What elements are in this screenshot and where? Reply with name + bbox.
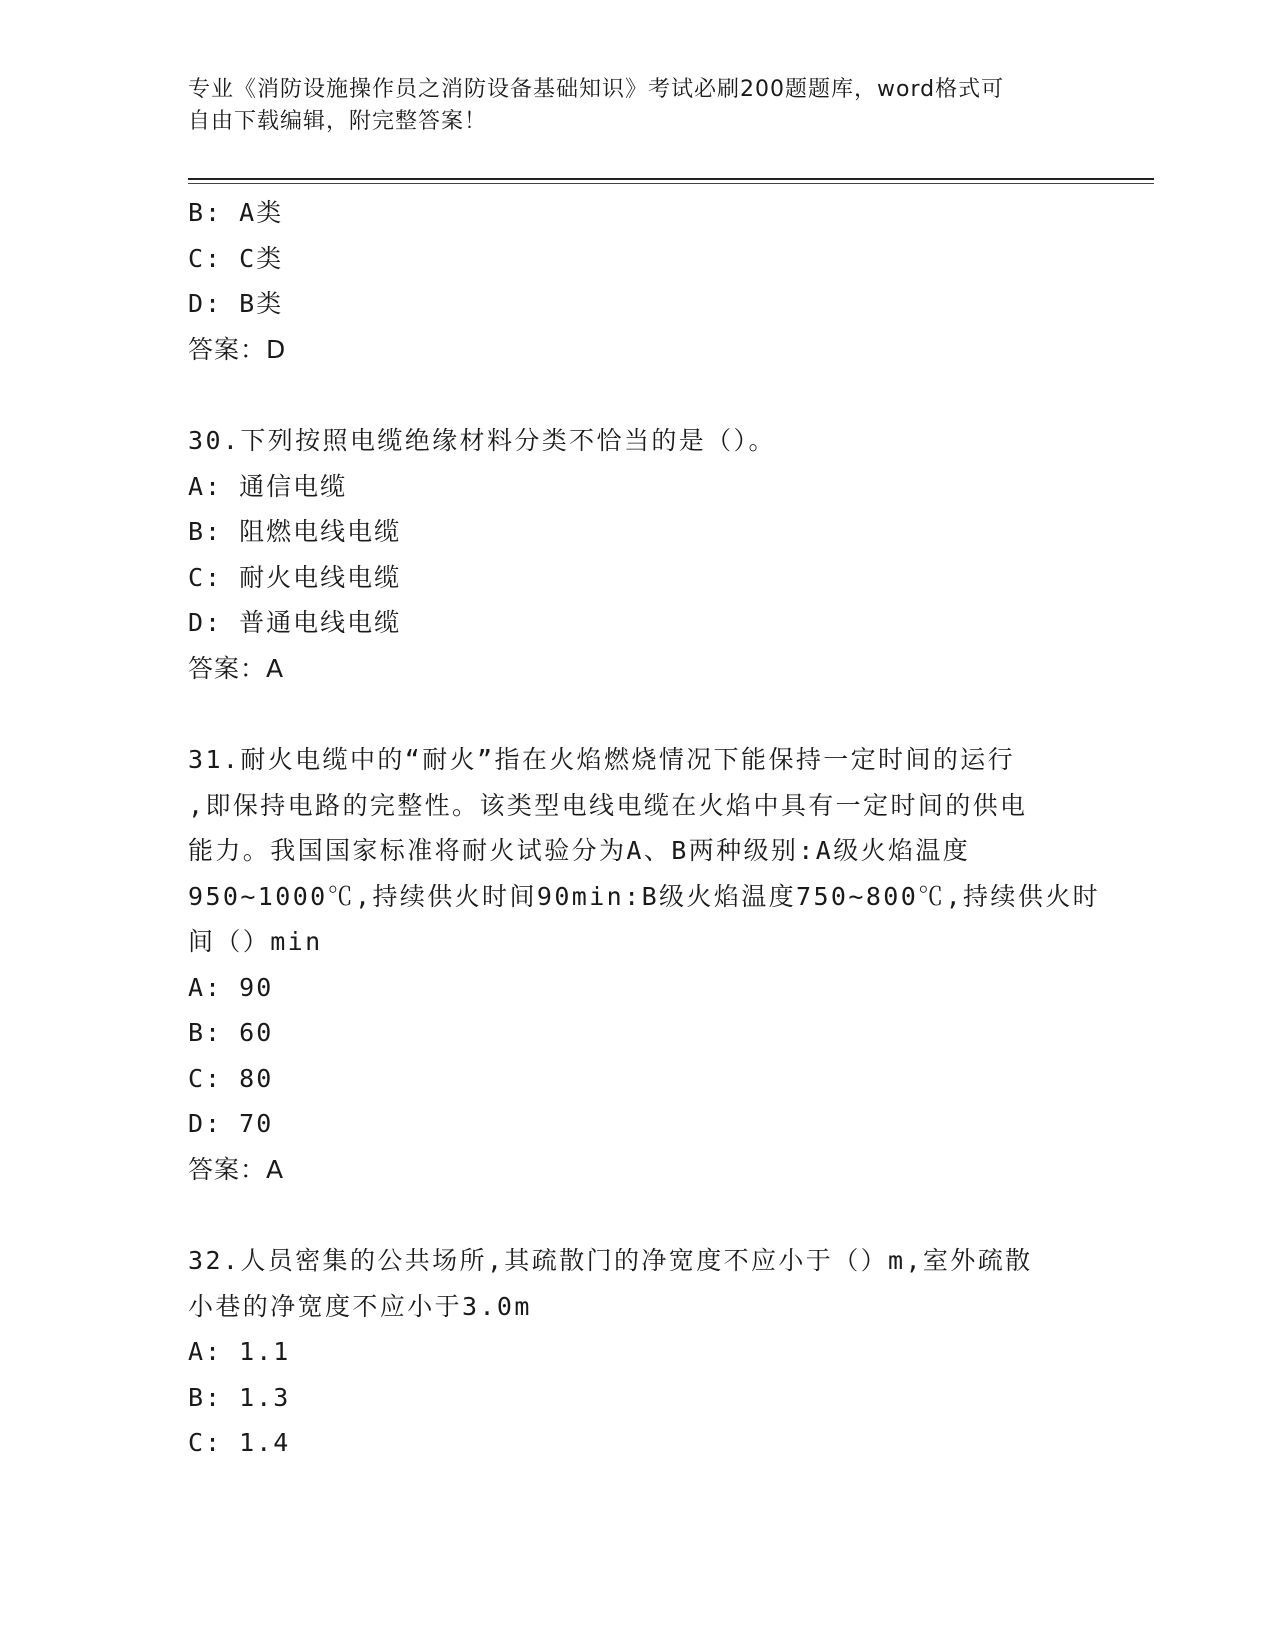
question-text: 30.下列按照电缆绝缘材料分类不恰当的是（）。 (188, 426, 776, 455)
option-a: A: 通信电缆 (188, 471, 348, 501)
header-rule-thin (188, 183, 1154, 184)
option-b: B: 1.3 (188, 1382, 291, 1412)
option-d: D: 普通电线电缆 (188, 608, 402, 637)
option-b: B: 阻燃电线电缆 (188, 517, 402, 546)
question-text-line-2: 小巷的净宽度不应小于3.0m (188, 1291, 532, 1321)
spacer (188, 691, 1088, 737)
question-30-block (188, 418, 1088, 691)
question-text-line-5: 间（）min (188, 927, 323, 956)
question-text-line-2: ,即保持电路的完整性。该类型电线电缆在火焰中具有一定时间的供电 (188, 790, 1028, 820)
question-text-line-1: 31.耐火电缆中的“耐火”指在火焰燃烧情况下能保持一定时间的运行 (188, 745, 1016, 774)
spacer (188, 372, 1088, 418)
option-d: D: B类 (188, 289, 284, 318)
option-b: B: 60 (188, 1018, 274, 1047)
option-a: A: 90 (188, 972, 274, 1002)
answer-line: 答案：A (188, 1154, 285, 1184)
header-title-line-2: 自由下载编辑，附完整答案！ (188, 109, 488, 134)
option-c: C: C类 (188, 243, 284, 273)
answer-line: 答案：A (188, 653, 285, 683)
question-31-block (188, 737, 1101, 1192)
option-b: B: A类 (188, 198, 284, 227)
question-text-line-3: 能力。我国国家标准将耐火试验分为A、B两种级别:A级火焰温度 (188, 836, 971, 865)
document-header (188, 74, 1068, 138)
question-32-block (188, 1238, 1088, 1466)
spacer (188, 1192, 1088, 1238)
question-29-block (188, 190, 1088, 372)
option-c: C: 80 (188, 1063, 274, 1093)
question-text-line-4: 950~1000℃,持续供火时间90min:B级火焰温度750~800℃,持续供火时 (188, 881, 1101, 911)
header-title-line-1: 专业《消防设施操作员之消防设备基础知识》考试必刷200题题库，word格式可 (188, 77, 1005, 102)
option-d: D: 70 (188, 1109, 274, 1138)
header-rule-thick (188, 178, 1154, 180)
option-a: A: 1.1 (188, 1337, 291, 1366)
option-c: C: 耐火电线电缆 (188, 562, 402, 592)
option-c: C: 1.4 (188, 1428, 291, 1457)
answer-line: 答案：D (188, 334, 287, 364)
question-list (188, 190, 1101, 1466)
question-text-line-1: 32.人员密集的公共场所,其疏散门的净宽度不应小于（）m,室外疏散 (188, 1246, 1033, 1275)
